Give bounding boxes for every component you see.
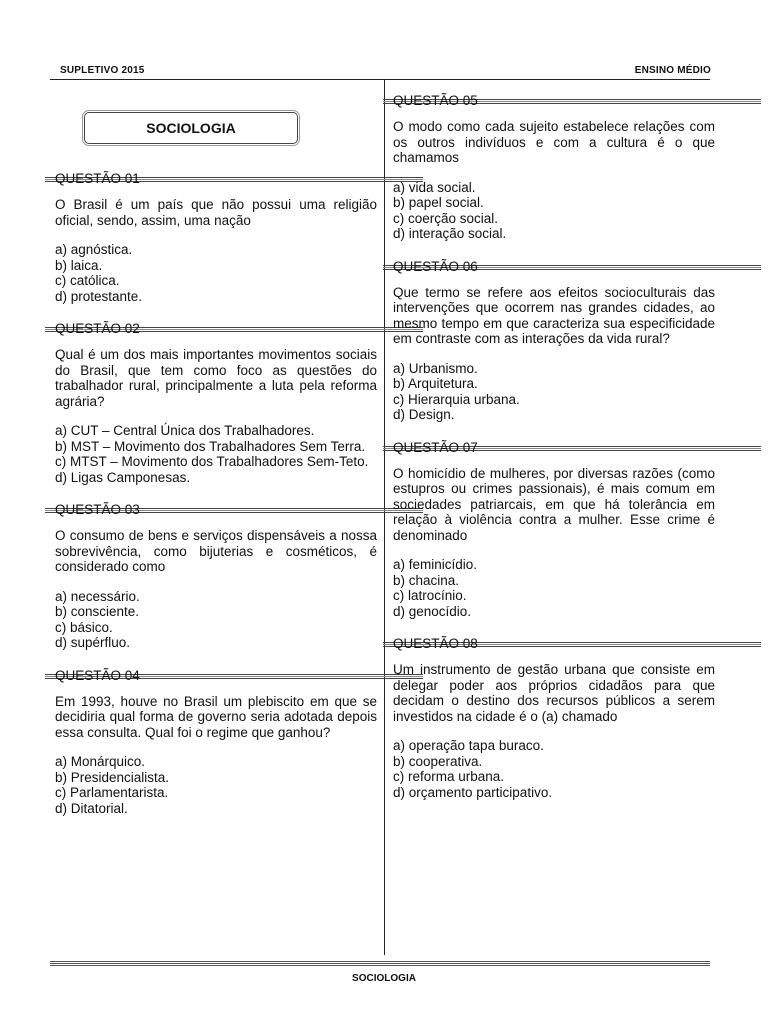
- answer-option: a) necessário.: [55, 588, 140, 604]
- question-6: [393, 258, 715, 423]
- answer-options: [55, 242, 377, 304]
- answer-option: c) reforma urbana.: [393, 769, 505, 784]
- right-column: [393, 92, 715, 816]
- answer-option: b) laica.: [55, 257, 103, 273]
- answer-option: c) Hierarquia urbana.: [393, 391, 520, 407]
- question-header: [55, 501, 377, 517]
- header-left: SUPLETIVO 2015: [60, 65, 145, 76]
- answer-option: b) chacina.: [393, 572, 460, 588]
- question-4: [55, 667, 377, 817]
- answer-options: [393, 180, 715, 242]
- question-stem: Qual é um dos mais importantes movimentos sociais do Brasil, que tem como foco as questões do trabalhador rural, principalmente a luta pela reforma agrária?: [55, 347, 377, 409]
- answer-option: a) Monárquico.: [55, 754, 146, 769]
- question-8: [393, 635, 715, 800]
- answer-option: d) supérfluo.: [55, 635, 131, 650]
- answer-option: c) coerção social.: [393, 210, 499, 226]
- answer-option: b) MST – Movimento dos Trabalhadores Sem Terra.: [55, 438, 366, 454]
- question-stem: Um instrumento de gestão urbana que consiste em delegar poder aos próprios cidadãos para que decidam o destino dos recursos públicos a serem investidos na cidade é o (a) chamado: [393, 662, 715, 724]
- question-stem: O consumo de bens e serviços dispensáveis a nossa sobrevivência, como bijuterias e cosméticos, é considerado como: [55, 528, 377, 574]
- question-1: [55, 170, 377, 304]
- question-title: QUESTÃO 06: [393, 258, 478, 274]
- footer-rule: [50, 961, 710, 967]
- answer-option: c) MTST – Movimento dos Trabalhadores Sem-Teto.: [55, 454, 369, 469]
- question-stem: O Brasil é um país que não possui uma religião oficial, sendo, assim, uma nação: [55, 197, 377, 228]
- question-stem: Em 1993, houve no Brasil um plebiscito em que se decidiria qual forma de governo seria adotada depois essa consulta. Qual foi o regime que ganhou?: [55, 693, 377, 740]
- footer-title: SOCIOLOGIA: [352, 973, 416, 984]
- question-header: [393, 258, 715, 274]
- answer-option: c) básico.: [55, 619, 113, 635]
- answer-option: a) CUT – Central Única dos Trabalhadores.: [55, 423, 315, 438]
- answer-option: d) Ditatorial.: [55, 800, 128, 816]
- answer-option: c) Parlamentarista.: [55, 785, 169, 800]
- answer-options: [393, 361, 715, 423]
- answer-option: b) papel social.: [393, 195, 484, 210]
- answer-option: b) Presidencialista.: [55, 769, 170, 785]
- question-title: QUESTÃO 02: [55, 321, 140, 336]
- question-stem: Que termo se refere aos efeitos socioculturais das intervenções que ocorrem nas grandes cidades, ao mesmo tempo em que caracteriza sua especificidade em contraste com as interações da vida rural?: [393, 284, 715, 346]
- header-rule: [50, 79, 710, 80]
- answer-options: [55, 589, 377, 651]
- answer-option: d) Design.: [393, 407, 455, 422]
- question-header: [393, 635, 715, 651]
- answer-option: a) agnóstica.: [55, 242, 133, 257]
- question-stem: O homicídio de mulheres, por diversas razões (como estupros ou crimes passionais), é mais comum em sociedades patriarcais, em que há tolerância em relação à violência contra a mulher. Esse crime é denominado: [393, 465, 715, 543]
- question-title: QUESTÃO 08: [393, 636, 478, 651]
- answer-option: d) protestante.: [55, 288, 143, 304]
- question-7: [393, 439, 715, 620]
- question-5: [393, 92, 715, 242]
- answer-options: [393, 738, 715, 800]
- answer-option: c) latrocínio.: [393, 588, 467, 603]
- answer-option: d) orçamento participativo.: [393, 784, 553, 800]
- answer-options: [55, 423, 377, 485]
- question-2: [55, 320, 377, 485]
- question-title: QUESTÃO 01: [55, 171, 140, 186]
- question-header: [55, 667, 377, 683]
- answer-options: [393, 557, 715, 619]
- question-header: [393, 92, 715, 108]
- answer-option: b) Arquitetura.: [393, 376, 478, 391]
- question-header: [393, 439, 715, 455]
- question-stem: O modo como cada sujeito estabelece relações com os outros indivíduos e com a cultura é o que chamamos: [393, 119, 715, 165]
- subject-title: SOCIOLOGIA: [146, 120, 236, 136]
- answer-option: a) vida social.: [393, 179, 476, 195]
- answer-option: b) consciente.: [55, 604, 140, 619]
- answer-option: a) operação tapa buraco.: [393, 738, 544, 753]
- answer-option: c) católica.: [55, 273, 120, 288]
- question-title: QUESTÃO 03: [55, 502, 140, 517]
- answer-option: a) feminicídio.: [393, 557, 478, 572]
- answer-option: d) genocídio.: [393, 603, 472, 619]
- question-header: [55, 170, 377, 186]
- answer-option: a) Urbanismo.: [393, 360, 478, 376]
- subject-title-box: [84, 112, 298, 144]
- question-header: [55, 320, 377, 336]
- left-column: [55, 170, 377, 832]
- answer-option: d) Ligas Camponesas.: [55, 469, 191, 485]
- question-3: [55, 501, 377, 651]
- question-title: QUESTÃO 07: [393, 439, 478, 455]
- question-title: QUESTÃO 04: [55, 667, 140, 683]
- answer-options: [55, 754, 377, 816]
- question-title: QUESTÃO 05: [393, 93, 478, 108]
- column-divider: [384, 79, 385, 955]
- answer-option: d) interação social.: [393, 226, 507, 241]
- header-right: ENSINO MÉDIO: [634, 65, 711, 76]
- answer-option: b) cooperativa.: [393, 753, 483, 769]
